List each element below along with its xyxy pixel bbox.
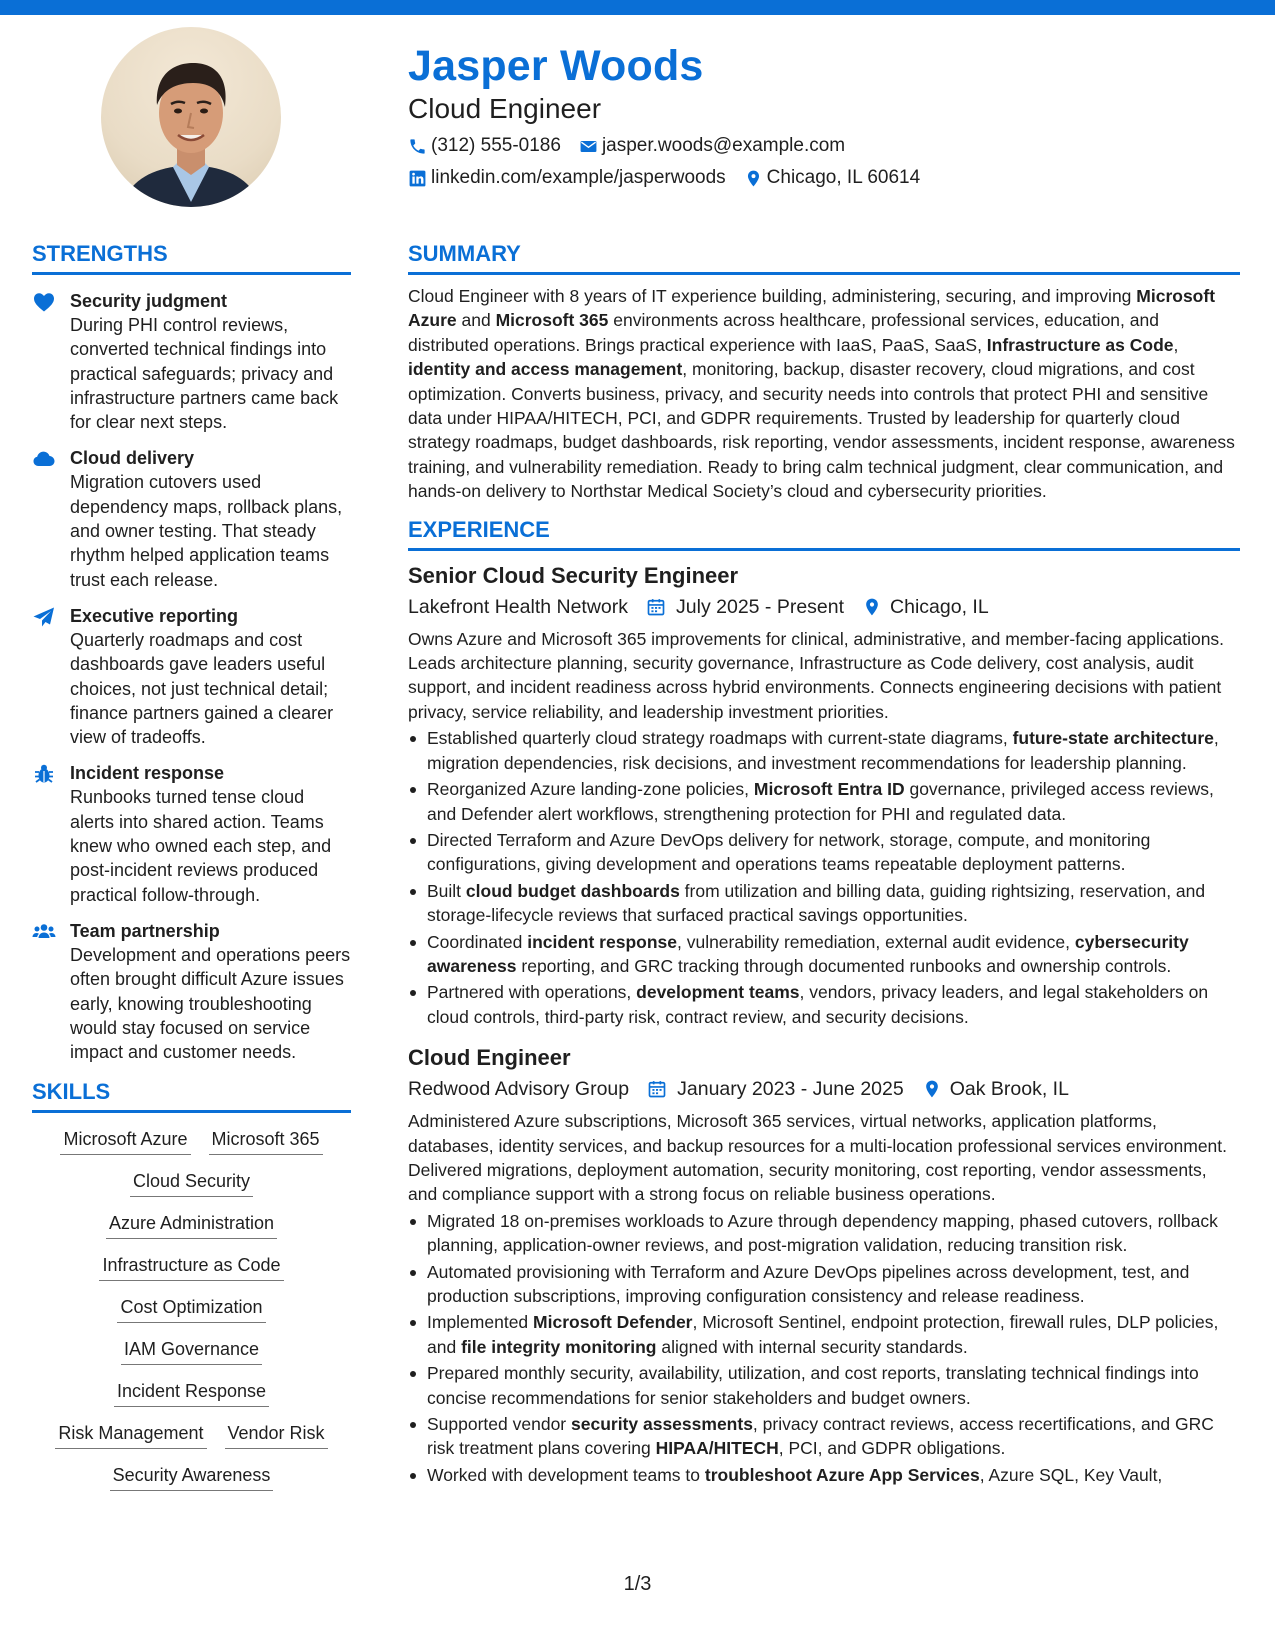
- location-text: Chicago, IL 60614: [766, 167, 921, 188]
- map-pin-icon: [744, 169, 763, 188]
- job-dates-text: July 2025 - Present: [676, 595, 845, 618]
- map-pin-icon: [862, 597, 882, 617]
- strength-item: [32, 761, 351, 906]
- skill-tag: Vendor Risk: [225, 1421, 328, 1449]
- job-bullet: Partnered with operations, development teams, vendors, privacy leaders, and legal stakeholders on cloud controls, third-party risk, contract review, and security decisions.: [408, 980, 1240, 1029]
- job-bullet: Supported vendor security assessments, privacy contract reviews, access recertifications, and GRC risk treatment plans covering HIPAA/HITECH, PCI, and GDPR obligations.: [408, 1412, 1240, 1461]
- strengths-heading: STRENGTHS: [32, 240, 351, 275]
- job-bullet: Built cloud budget dashboards from utilization and billing data, guiding rightsizing, reservation, and storage-lifecycle reviews that surfaced practical savings opportunities.: [408, 879, 1240, 928]
- contact-location: [744, 165, 921, 191]
- job-bullet: Worked with development teams to troubleshoot Azure App Services, Azure SQL, Key Vault,: [408, 1463, 1240, 1487]
- skill-row: [32, 1127, 351, 1155]
- contact-row-2: [408, 165, 1228, 191]
- phone-text: (312) 555-0186: [431, 135, 561, 156]
- skill-tag: Infrastructure as Code: [99, 1253, 283, 1281]
- job-bullet: Implemented Microsoft Defender, Microsoft Sentinel, endpoint protection, firewall rules, DLP policies, and file integrity monitoring aligned with internal security standards.: [408, 1310, 1240, 1359]
- bug-icon: [32, 763, 56, 785]
- job-dates: [647, 1075, 904, 1103]
- job-title: Cloud Engineer: [408, 1045, 571, 1071]
- strength-desc: Migration cutovers used dependency maps, rollback plans, and owner testing. That steady rhythm helped application teams trust each release.: [70, 472, 343, 590]
- top-accent-bar: [0, 0, 1275, 15]
- skill-tag: Incident Response: [114, 1379, 269, 1407]
- experience-heading: EXPERIENCE: [408, 516, 1240, 551]
- skills-list: [32, 1127, 351, 1491]
- job-entry: [408, 561, 1240, 1030]
- email-text: jasper.woods@example.com: [601, 135, 846, 156]
- envelope-icon: [579, 137, 598, 156]
- strengths-list: [32, 289, 351, 1064]
- skill-tag: Microsoft Azure: [60, 1127, 190, 1155]
- strength-title: Team partnership: [70, 920, 220, 941]
- job-location: [922, 1075, 1069, 1103]
- profile-photo: [101, 27, 281, 207]
- strength-title: Security judgment: [70, 291, 228, 311]
- strength-item: [32, 604, 351, 749]
- skill-tag: IAM Governance: [121, 1337, 262, 1365]
- skill-tag: Cloud Security: [130, 1169, 253, 1197]
- calendar-icon: [646, 597, 666, 617]
- strength-desc: Quarterly roadmaps and cost dashboards gave leaders useful choices, not just technical detail; finance partners gained a clearer view of tradeoffs.: [70, 629, 334, 748]
- phone-icon: [408, 137, 427, 156]
- skill-tag: Cost Optimization: [117, 1295, 265, 1323]
- strength-item: [32, 446, 351, 591]
- job-bullet: Established quarterly cloud strategy roadmaps with current-state diagrams, future-state architecture, migration dependencies, risk decisions, and investment recommendations for leadership planning.: [408, 726, 1240, 775]
- summary-heading: SUMMARY: [408, 240, 1240, 275]
- strength-desc: Runbooks turned tense cloud alerts into shared action. Teams knew who owned each step, and post-incident reviews produced practical follow-through.: [70, 787, 332, 905]
- job-meta: [408, 593, 1240, 621]
- job-bullet: Prepared monthly security, availability, utilization, and cost reports, translating technical findings into concise recommendations for senior stakeholders and budget owners.: [408, 1361, 1240, 1410]
- strength-desc: During PHI control reviews, converted technical findings into practical safeguards; privacy and infrastructure partners came back for clear next steps.: [70, 315, 339, 433]
- skill-tag: Azure Administration: [106, 1211, 277, 1239]
- strength-item: [32, 919, 351, 1064]
- skill-row: [32, 1379, 351, 1407]
- job-entry: [408, 1043, 1240, 1487]
- job-description: Owns Azure and Microsoft 365 improvements for clinical, administrative, and member-facing applications. Leads architecture planning, security governance, Infrastructure as Code delivery, cost analysis, audit support, and incident readiness across hybrid environments. Connects engineering decisions with patient privacy, service reliability, and leadership investment priorities.: [408, 628, 1225, 722]
- strength-desc: Development and operations peers often brought difficult Azure issues early, knowing troubleshooting would stay focused on service impact and customer needs.: [70, 944, 351, 1063]
- job-description: Administered Azure subscriptions, Microsoft 365 services, virtual networks, application platforms, databases, identity services, and backup resources for a multi-location professional services environment. Delivered migrations, deployment automation, security monitoring, cost reporting, vendor assessments, and compliance support with a strong focus on reliable business operations.: [408, 1111, 1228, 1205]
- portrait-image: [101, 27, 281, 207]
- job-bullet: Directed Terraform and Azure DevOps delivery for network, storage, compute, and monitoring configurations, giving development and operations teams repeatable deployment patterns.: [408, 828, 1240, 877]
- job-dates-text: January 2023 - June 2025: [677, 1078, 904, 1101]
- resume-header: [408, 40, 1228, 191]
- right-column: [408, 240, 1240, 1489]
- job-location-text: Oak Brook, IL: [949, 1078, 1069, 1101]
- job-bullets: [408, 1209, 1240, 1487]
- left-column: [32, 240, 351, 1505]
- skill-tag: Risk Management: [55, 1421, 206, 1449]
- skill-row: [32, 1211, 351, 1239]
- skills-heading: SKILLS: [32, 1078, 351, 1113]
- company-name: Lakefront Health Network: [408, 595, 629, 618]
- contact-email[interactable]: [579, 133, 845, 159]
- strength-item: [32, 289, 351, 434]
- strength-title: Executive reporting: [70, 605, 239, 626]
- job-location-text: Chicago, IL: [890, 595, 989, 618]
- heart-icon: [32, 291, 56, 313]
- job-bullet: Coordinated incident response, vulnerability remediation, external audit evidence, cybersecurity awareness reporting, and GRC tracking through documented runbooks and ownership controls.: [408, 930, 1240, 979]
- page-number: 1/3: [623, 1573, 652, 1595]
- calendar-icon: [647, 1079, 667, 1099]
- skill-row: [32, 1253, 351, 1281]
- contact-linkedin[interactable]: [408, 165, 726, 191]
- experience-list: [408, 561, 1240, 1488]
- linkedin-icon: [408, 169, 427, 188]
- linkedin-text: linkedin.com/example/jasperwoods: [431, 167, 726, 188]
- skill-tag: Security Awareness: [110, 1463, 274, 1491]
- job-bullet: Reorganized Azure landing-zone policies, Microsoft Entra ID governance, privileged access reviews, and Defender alert workflows, strengthening protection for PHI and regulated data.: [408, 777, 1240, 826]
- summary-text: Cloud Engineer with 8 years of IT experience building, administering, securing, and improving Microsoft Azure and Microsoft 365 environments across healthcare, professional services, education, and distributed operations. Brings practical experience with IaaS, PaaS, SaaS, Infrastructure as Code, identity and access management, monitoring, backup, disaster recovery, cloud migrations, and cost optimization. Converts business, privacy, and security needs into controls that protect PHI and sensitive data under HIPAA/HITECH, PCI, and GDPR requirements. Trusted by leadership for quarterly cloud strategy roadmaps, budget dashboards, risk reporting, vendor assessments, incident response, awareness training, and vulnerability remediation. Ready to bring calm technical judgment, clear communication, and hands-on delivery to Northstar Medical Society’s cloud and cybersecurity priorities.: [408, 286, 1235, 502]
- map-pin-icon: [922, 1079, 942, 1099]
- users-icon: [32, 921, 56, 943]
- skill-row: [32, 1421, 351, 1449]
- paper-plane-icon: [32, 606, 56, 628]
- company-name: Redwood Advisory Group: [408, 1078, 630, 1101]
- cloud-icon: [32, 448, 56, 470]
- job-dates: [646, 593, 844, 621]
- candidate-role: Cloud Engineer: [408, 93, 602, 124]
- contact-row-1: [408, 133, 1228, 159]
- job-location: [862, 593, 989, 621]
- job-bullet: Automated provisioning with Terraform and Azure DevOps pipelines across development, test, and production subscriptions, improving configuration consistency and release readiness.: [408, 1260, 1240, 1309]
- strength-title: Cloud delivery: [70, 448, 195, 469]
- skill-tag: Microsoft 365: [209, 1127, 323, 1155]
- candidate-name: Jasper Woods: [408, 42, 704, 90]
- skill-row: [32, 1463, 351, 1491]
- skill-row: [32, 1337, 351, 1365]
- strength-title: Incident response: [70, 763, 225, 784]
- skill-row: [32, 1169, 351, 1197]
- job-title: Senior Cloud Security Engineer: [408, 562, 739, 588]
- skill-row: [32, 1295, 351, 1323]
- job-meta: [408, 1075, 1240, 1103]
- contact-phone[interactable]: [408, 133, 561, 159]
- job-bullet: Migrated 18 on-premises workloads to Azure through dependency mapping, phased cutovers, rollback planning, application-owner reviews, and post-migration validation, reducing transition risk.: [408, 1209, 1240, 1258]
- job-bullets: [408, 726, 1240, 1029]
